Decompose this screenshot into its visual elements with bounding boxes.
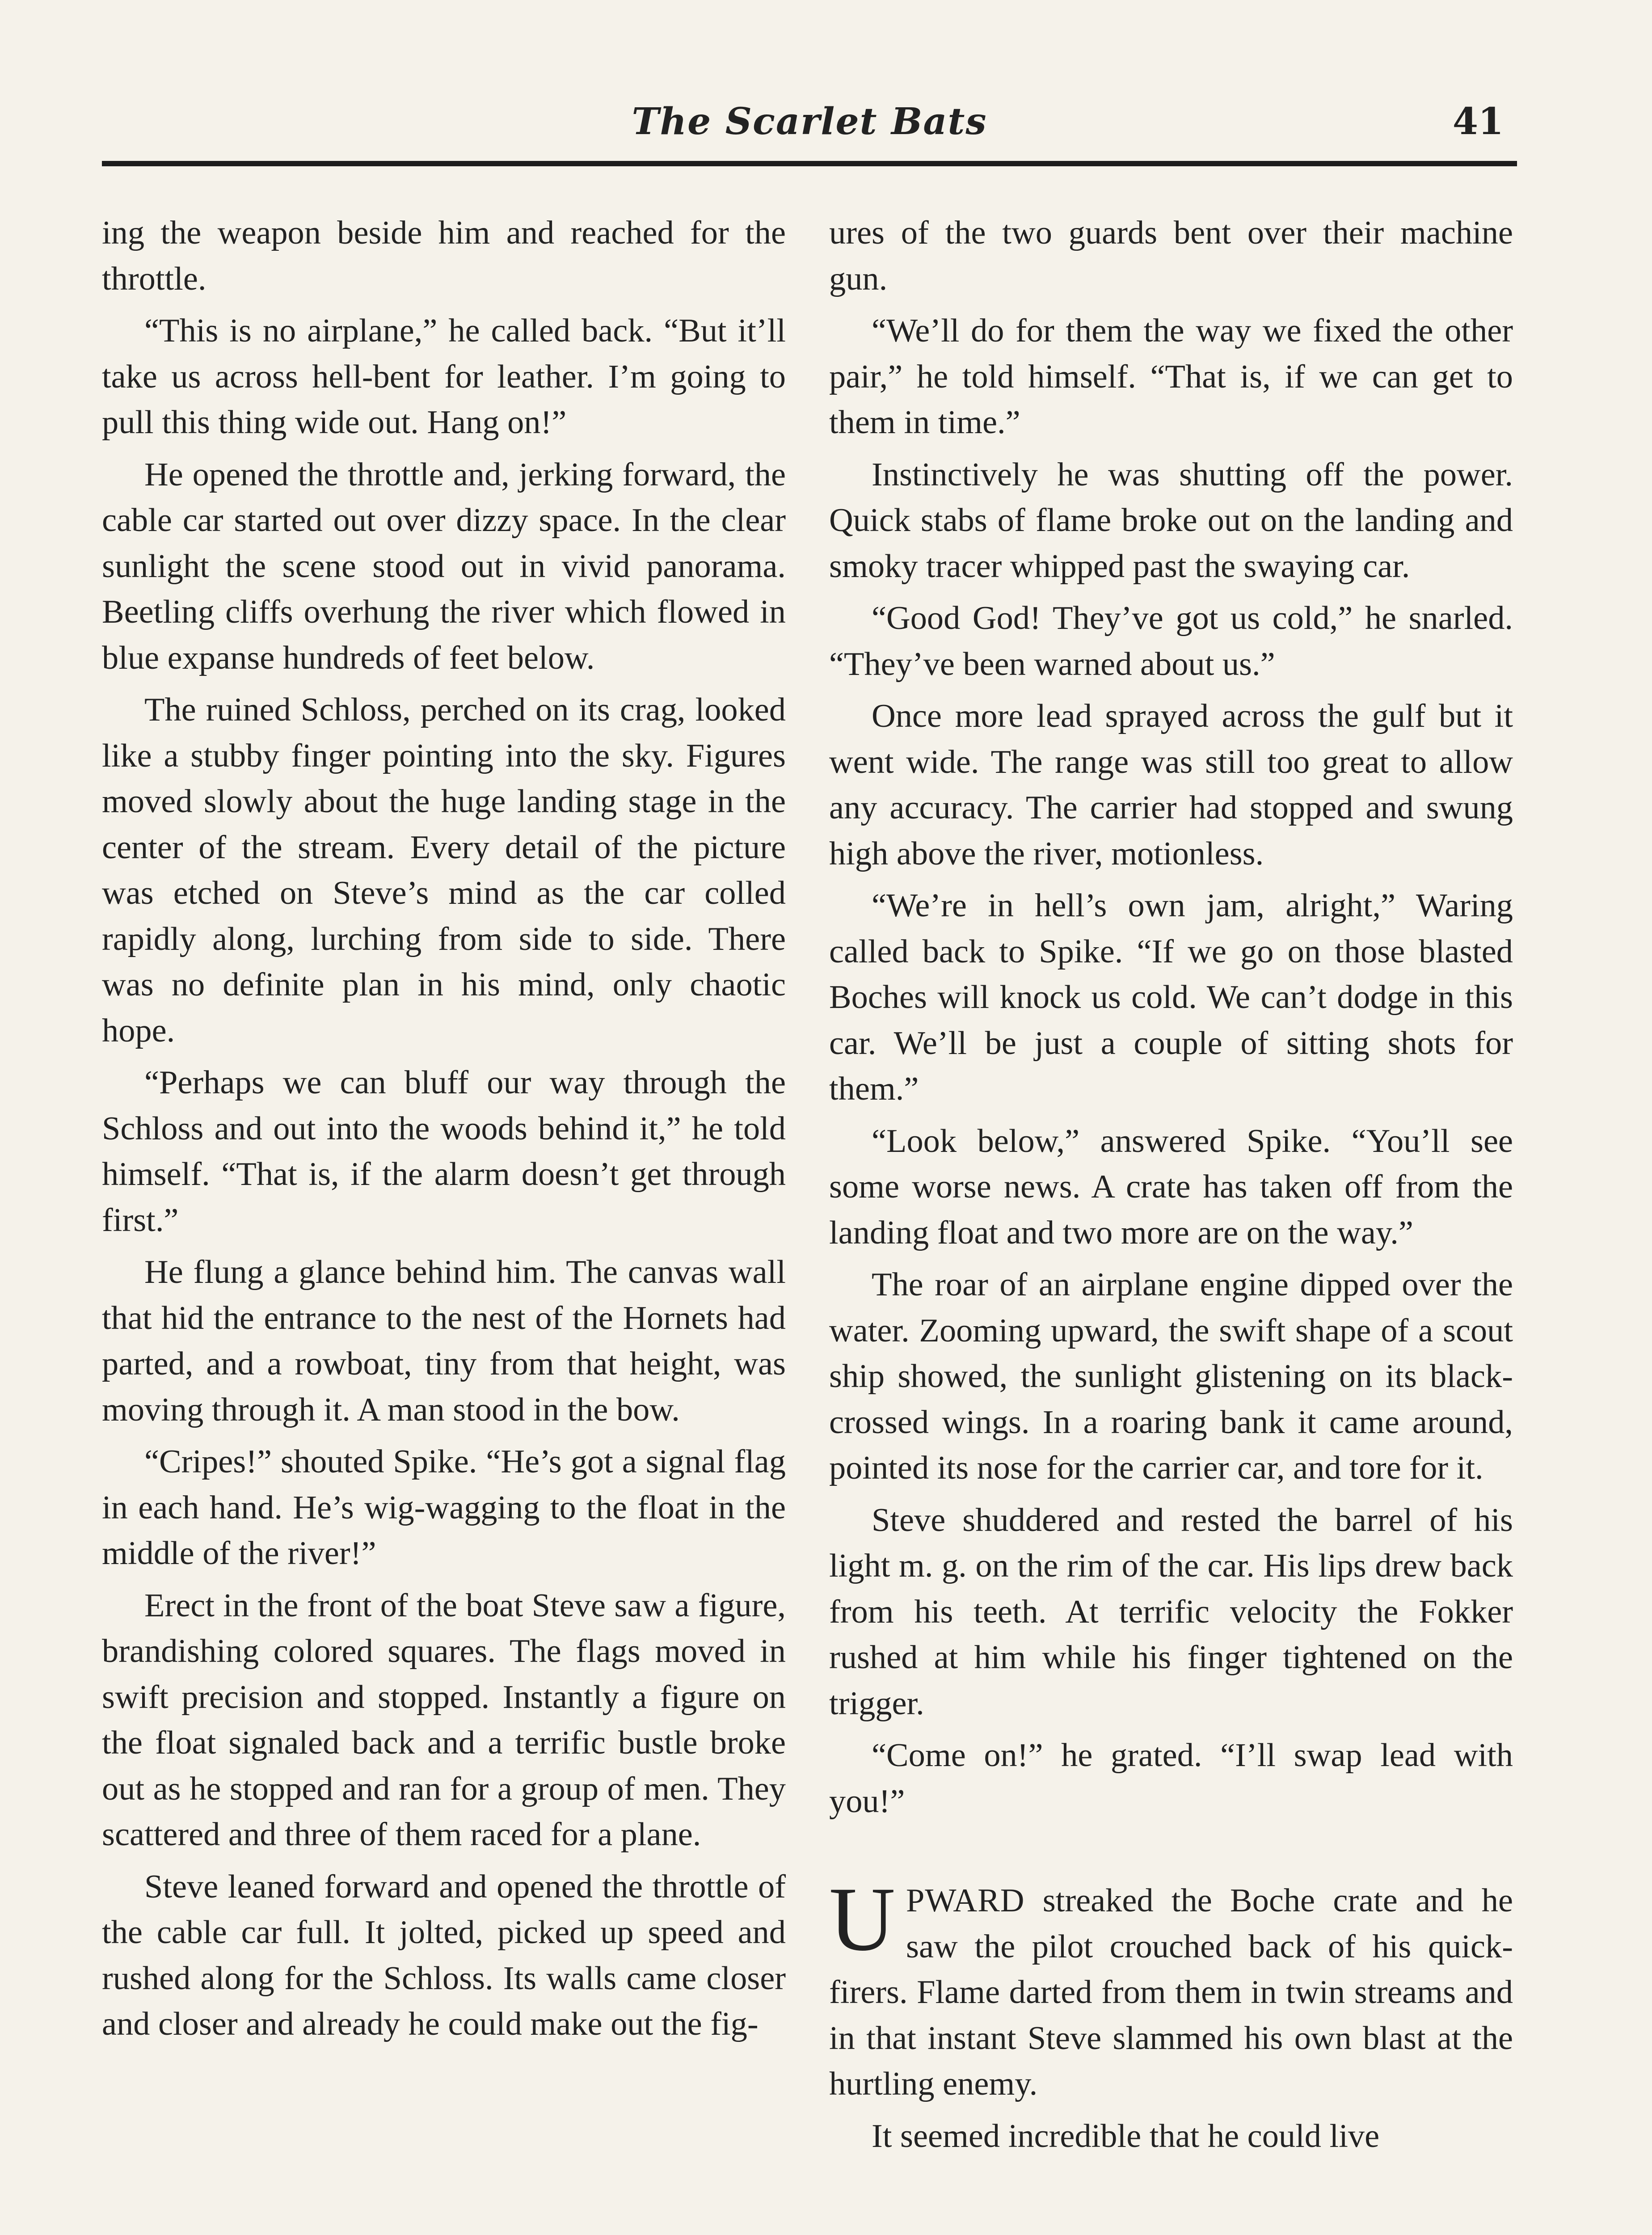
right-column [829, 210, 1513, 2235]
left-column [102, 210, 786, 2235]
paragraph: “Look below,” answered Spike. “You’ll see some worse news. A crate has taken off from the landing float and two more are on the way.” [829, 1122, 1513, 1251]
page-number: 41 [1452, 100, 1504, 143]
paragraph: “Come on!” he grated. “I’ll swap lead with you!” [829, 1737, 1513, 1820]
lead-word: PWARD [906, 1882, 1025, 1919]
paragraph: “Cripes!” shouted Spike. “He’s got a signal flag in each hand. He’s wig-wagging to the float in the middle of the river!” [102, 1443, 786, 1572]
running-title: The Scarlet Bats [632, 100, 987, 143]
paragraph: Erect in the front of the boat Steve saw a figure, brandishing colored squares. The flags moved in swift precision and stopped. Instantly a figure on the float signaled back and a terrific bustle broke out as he stopped and ran for a group of men. They scattered and three of them raced for a plane. [102, 1587, 786, 1853]
section-opening-paragraph [829, 1868, 1513, 2107]
paragraph: “We’re in hell’s own jam, alright,” Waring called back to Spike. “If we go on those blasted Boches will knock us cold. We can’t dodge in this car. We’ll be just a couple of sitting shots for them.” [829, 887, 1513, 1107]
paragraph: The ruined Schloss, perched on its crag, looked like a stubby finger pointing into the sky. Figures moved slowly about the huge landing stage in the center of the stream. Every detail of the picture was etched on Steve’s mind as the car colled rapidly along, lurching from side to side. There was no definite plan in his mind, only chaotic hope. [102, 692, 786, 1049]
paragraph: ures of the two guards bent over their machine gun. [829, 215, 1513, 297]
paragraph: Instinctively he was shutting off the power. Quick stabs of flame broke out on the landing and smoky tracer whipped past the swaying car. [829, 456, 1513, 585]
paragraph: He flung a glance behind him. The canvas wall that hid the entrance to the nest of the Hornets had parted, and a rowboat, tiny from that height, was moving through it. A man stood in the bow. [102, 1254, 786, 1428]
page-header [102, 98, 1517, 166]
paragraph: “Perhaps we can bluff our way through the Schloss and out into the woods behind it,” he told himself. “That is, if the alarm doesn’t get through first.” [102, 1064, 786, 1239]
paragraph: It seemed incredible that he could live [872, 2117, 1380, 2155]
paragraph: He opened the throttle and, jerking forward, the cable car started out over dizzy space. In the clear sunlight the scene stood out in vivid panorama. Beetling cliffs overhung the river which flowed in blue expanse hundreds of feet below. [102, 456, 786, 676]
paragraph: ing the weapon beside him and reached for the throttle. [102, 215, 786, 297]
paragraph: Steve leaned forward and opened the throttle of the cable car full. It jolted, picked up speed and rushed along for the Schloss. Its walls came closer and closer and already he could make out the fig- [102, 1868, 786, 2042]
paragraph: “We’ll do for them the way we fixed the other pair,” he told himself. “That is, if we can get to them in time.” [829, 312, 1513, 441]
drop-cap: U [829, 1868, 896, 1970]
paragraph: The roar of an airplane engine dipped over the water. Zooming upward, the swift shape of a scout ship showed, the sunlight glistening on its black-crossed wings. In a roaring bank it came around, pointed its nose for the carrier car, and tore for it. [829, 1266, 1513, 1486]
paragraph: “This is no airplane,” he called back. “But it’ll take us across hell-bent for leather. I’m going to pull this thing wide out. Hang on!” [102, 312, 786, 441]
paragraph: Once more lead sprayed across the gulf but it went wide. The range was still too great to allow any accuracy. The carrier had stopped and swung high above the river, motionless. [829, 698, 1513, 872]
paragraph: Steve shuddered and rested the barrel of his light m. g. on the rim of the car. His lips drew back from his teeth. At terrific velocity the Fokker rushed at him while his finger tightened on the trigger. [829, 1501, 1513, 1722]
paragraph: “Good God! They’ve got us cold,” he snarled. “They’ve been warned about us.” [829, 600, 1513, 683]
section-text: streaked the Boche crate and he saw the pilot crouched back of his quick-firers. Flame darted from them in twin streams and in that instant Steve slammed his own blast at the hurtling enemy. [829, 1882, 1513, 2102]
